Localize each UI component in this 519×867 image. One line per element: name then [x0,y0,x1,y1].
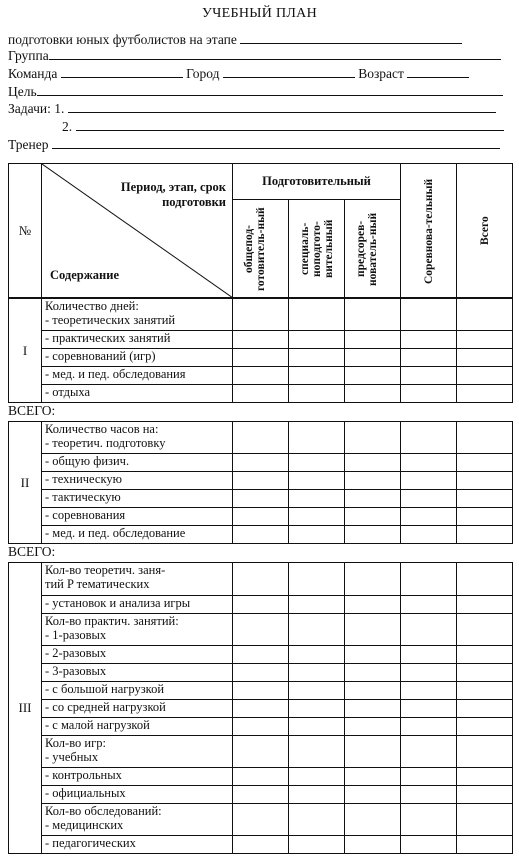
cell[interactable] [289,454,345,472]
cell[interactable] [457,422,513,454]
cell[interactable] [345,367,401,385]
competitive-header [401,164,457,298]
cell[interactable] [345,664,401,682]
cell[interactable] [457,385,513,403]
cell[interactable] [289,385,345,403]
age-label: Возраст [358,66,404,81]
cell[interactable] [233,786,289,804]
task1-label: 1. [54,101,65,116]
tasks-label: Задачи: [8,101,51,116]
cell[interactable] [233,472,289,490]
cell[interactable] [457,331,513,349]
cell[interactable] [401,786,457,804]
pre-competition-label: предсорев-нователь-ный [354,211,379,286]
row-label: - с большой нагрузкой [42,682,233,700]
cell[interactable] [289,718,345,736]
cell[interactable] [233,664,289,682]
cell[interactable] [345,526,401,544]
cell[interactable] [401,664,457,682]
cell[interactable] [289,614,345,646]
cell[interactable] [457,299,513,331]
cell[interactable] [345,563,401,596]
cell[interactable] [457,526,513,544]
cell[interactable] [401,804,457,836]
cell[interactable] [233,385,289,403]
special-prep-label: специаль-ноподгото-вительный [298,219,335,278]
cell[interactable] [345,836,401,854]
row-label: - тактическую [42,490,233,508]
general-prep-label: общепод-готовитель-ный [242,206,267,291]
cell[interactable] [233,596,289,614]
section-2-table [8,421,513,544]
total-row-2: ВСЕГО: [8,544,56,559]
row-label [42,614,233,646]
cell[interactable] [457,700,513,718]
cell[interactable] [457,563,513,596]
cell[interactable] [401,385,457,403]
cell[interactable] [401,646,457,664]
cell[interactable] [345,682,401,700]
cell[interactable] [345,736,401,768]
coach-label: Тренер [8,137,49,152]
cell[interactable] [289,367,345,385]
row-heading: Количество часов на: [45,422,159,436]
row-label: - общую физич. [42,454,233,472]
cell[interactable] [289,490,345,508]
cell[interactable] [401,367,457,385]
row-label: - соревнования [42,508,233,526]
section-number: III [9,563,42,854]
cell[interactable] [345,700,401,718]
cell[interactable] [345,614,401,646]
cell[interactable] [345,718,401,736]
cell[interactable] [345,490,401,508]
cell[interactable] [289,836,345,854]
city-field[interactable] [223,64,355,78]
cell[interactable] [457,786,513,804]
row-label: - официальных [42,786,233,804]
special-prep-header [289,200,345,298]
cell[interactable] [289,736,345,768]
cell[interactable] [401,596,457,614]
cell[interactable] [345,768,401,786]
cell[interactable] [345,454,401,472]
cell[interactable] [233,736,289,768]
goal-label: Цель [8,84,37,99]
cell[interactable] [289,682,345,700]
cell[interactable] [457,367,513,385]
cell[interactable] [289,768,345,786]
cell[interactable] [401,682,457,700]
row-label: - соревнований (игр) [42,349,233,367]
cell[interactable] [233,614,289,646]
cell[interactable] [233,804,289,836]
cell[interactable] [401,299,457,331]
cell[interactable] [233,526,289,544]
row-label: - техническую [42,472,233,490]
cell[interactable] [457,768,513,786]
team-label: Команда [8,66,58,81]
cell[interactable] [289,526,345,544]
cell[interactable] [401,736,457,768]
cell[interactable] [345,786,401,804]
row-heading: Кол-во игр: [45,736,106,750]
general-prep-header [233,200,289,298]
cell[interactable] [233,367,289,385]
cell[interactable] [401,349,457,367]
row-heading: Кол-во практич. занятий: [45,614,179,628]
row-item: - 1-разовых [45,628,107,642]
cell[interactable] [345,472,401,490]
cell[interactable] [457,682,513,700]
cell[interactable] [345,508,401,526]
row-label: - 2-разовых [42,646,233,664]
cell[interactable] [289,646,345,664]
document-title: УЧЕБНЫЙ ПЛАН [202,6,317,21]
cell[interactable] [345,299,401,331]
cell[interactable] [457,646,513,664]
cell[interactable] [345,804,401,836]
plan-header-table [8,163,513,298]
cell[interactable] [401,836,457,854]
cell[interactable] [233,349,289,367]
cell[interactable] [289,786,345,804]
cell[interactable] [233,299,289,331]
group-line [8,46,501,64]
row-label [42,736,233,768]
cell[interactable] [289,422,345,454]
row-heading: Кол-во теоретич. заня- [45,563,166,577]
cell[interactable] [401,526,457,544]
cell[interactable] [457,736,513,768]
row-label [42,422,233,454]
cell[interactable] [401,700,457,718]
cell[interactable] [233,563,289,596]
cell[interactable] [233,331,289,349]
cell[interactable] [401,454,457,472]
cell[interactable] [401,331,457,349]
row-label: - контрольных [42,768,233,786]
group-field[interactable] [49,46,501,60]
task2-label: 2. [62,119,73,134]
cell[interactable] [289,804,345,836]
competitive-label: Соревнова-тельный [422,177,435,284]
cell[interactable] [457,349,513,367]
group-label: Группа [8,48,49,63]
team-line [8,64,469,82]
cell[interactable] [289,700,345,718]
row-heading: Кол-во обследований: [45,804,162,818]
cell[interactable] [289,508,345,526]
cell[interactable] [401,472,457,490]
goal-line [8,82,503,100]
cell[interactable] [233,700,289,718]
cell[interactable] [457,472,513,490]
section-1-table [8,298,513,403]
cell[interactable] [233,836,289,854]
cell[interactable] [457,614,513,646]
row-item: тий P тематических [45,577,150,591]
cell[interactable] [345,422,401,454]
total-row-1: ВСЕГО: [8,403,56,418]
cell[interactable] [401,508,457,526]
diagonal-header-cell [42,164,233,298]
goal-field[interactable] [37,82,503,96]
row-label: - мед. и пед. обследование [42,526,233,544]
age-field[interactable] [407,64,469,78]
cell[interactable] [233,768,289,786]
cell[interactable] [345,646,401,664]
cell[interactable] [289,299,345,331]
stage-label: подготовки юных футболистов на этапе [8,32,237,47]
city-label: Город [186,66,220,81]
task2-field[interactable] [76,117,504,131]
cell[interactable] [345,385,401,403]
row-label: - мед. и пед. обследования [42,367,233,385]
cell[interactable] [289,563,345,596]
cell[interactable] [401,422,457,454]
section-number: II [9,422,42,544]
cell[interactable] [401,614,457,646]
stage-field[interactable] [240,30,462,44]
row-item: - медицинских [45,818,124,832]
cell[interactable] [401,490,457,508]
total-label: Всего [478,216,491,245]
number-column-header: № [9,164,42,298]
row-label: - установок и анализа игры [42,596,233,614]
row-item: - теоретич. подготовку [45,436,166,450]
cell[interactable] [457,454,513,472]
cell[interactable] [457,508,513,526]
cell[interactable] [457,836,513,854]
cell[interactable] [289,596,345,614]
cell[interactable] [457,596,513,614]
section-number: I [9,299,42,403]
team-field[interactable] [61,64,183,78]
row-item: - учебных [45,750,99,764]
cell[interactable] [401,563,457,596]
cell[interactable] [233,422,289,454]
cell[interactable] [457,718,513,736]
cell[interactable] [289,331,345,349]
cell[interactable] [289,349,345,367]
cell[interactable] [401,768,457,786]
task2-line [62,117,504,135]
period-header: Период, этап, срок подготовки [120,180,226,209]
tasks-line [8,99,496,117]
content-header: Содержание [50,268,120,282]
cell[interactable] [233,646,289,664]
pre-competition-header [345,200,401,298]
row-label: - 3-разовых [42,664,233,682]
cell[interactable] [345,349,401,367]
row-label [42,563,233,596]
row-label: - с малой нагрузкой [42,718,233,736]
cell[interactable] [401,718,457,736]
cell[interactable] [233,682,289,700]
cell[interactable] [457,804,513,836]
cell[interactable] [457,664,513,682]
row-item: - теоретических занятий [45,313,176,327]
cell[interactable] [345,596,401,614]
section-3-table [8,562,513,854]
cell[interactable] [289,664,345,682]
row-label: - педагогических [42,836,233,854]
row-label [42,804,233,836]
cell[interactable] [233,508,289,526]
cell[interactable] [233,454,289,472]
row-label: - отдыха [42,385,233,403]
cell[interactable] [345,331,401,349]
cell[interactable] [233,718,289,736]
cell[interactable] [233,490,289,508]
coach-line [8,135,500,153]
total-header [457,164,513,298]
coach-field[interactable] [52,135,500,149]
row-label: - со средней нагрузкой [42,700,233,718]
row-label [42,299,233,331]
row-heading: Количество дней: [45,299,139,313]
preparatory-header: Подготовительный [233,164,401,200]
cell[interactable] [457,490,513,508]
task1-field[interactable] [68,99,496,113]
row-label: - практических занятий [42,331,233,349]
cell[interactable] [289,472,345,490]
